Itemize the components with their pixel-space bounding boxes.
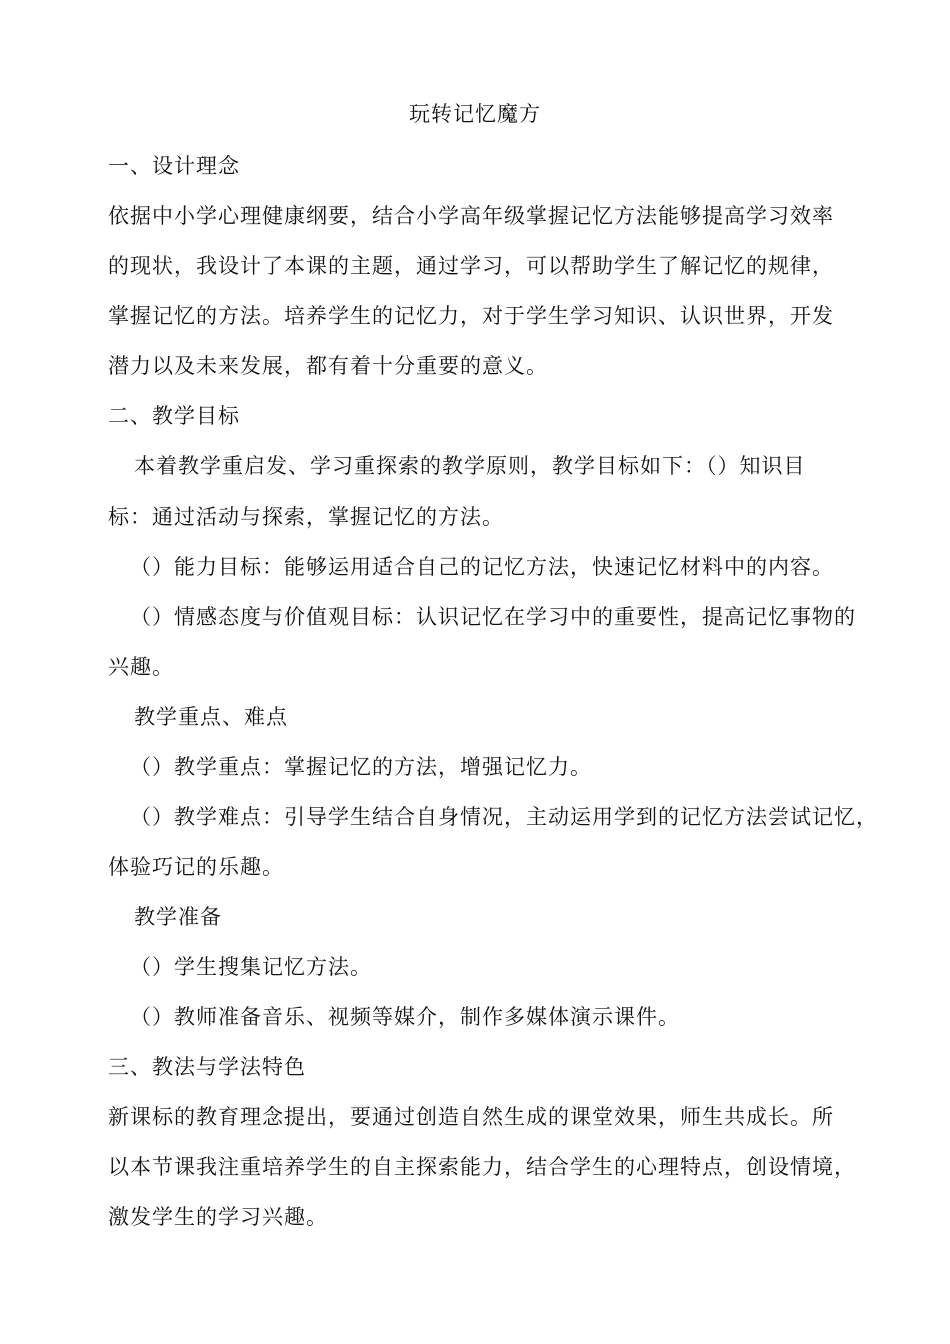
paragraph-line: 的现状，我设计了本课的主题，通过学习，可以帮助学生了解记忆的规律， [108, 254, 834, 278]
section-heading-methods: 三、教法与学法特色 [108, 1055, 306, 1079]
paragraph-line: 潜力以及未来发展，都有着十分重要的意义。 [108, 354, 548, 378]
paragraph-line: 兴趣。 [108, 655, 174, 679]
paragraph-line: 标：通过活动与探索，掌握记忆的方法。 [108, 505, 504, 529]
paragraph-line: 体验巧记的乐趣。 [108, 855, 284, 879]
paragraph-line: 本着教学重启发、学习重探索的教学原则，教学目标如下：（）知识目 [134, 454, 806, 478]
list-item: （）教学难点：引导学生结合自身情况，主动运用学到的记忆方法尝试记忆， [130, 805, 878, 829]
section-heading-design-concept: 一、设计理念 [108, 154, 240, 178]
document-title: 玩转记忆魔方 [409, 102, 541, 126]
section-heading-teaching-goals: 二、教学目标 [108, 404, 240, 428]
subheading-key-points: 教学重点、难点 [134, 705, 288, 729]
paragraph-line: 新课标的教育理念提出，要通过创造自然生成的课堂效果，师生共成长。所 [108, 1105, 834, 1129]
paragraph-line: 激发学生的学习兴趣。 [108, 1205, 328, 1229]
subheading-preparation: 教学准备 [134, 905, 222, 929]
list-item: （）教学重点：掌握记忆的方法，增强记忆力。 [130, 755, 592, 779]
list-item: （）学生搜集记忆方法。 [130, 955, 372, 979]
list-item: （）情感态度与价值观目标：认识记忆在学习中的重要性，提高记忆事物的 [130, 605, 856, 629]
paragraph-line: 掌握记忆的方法。培养学生的记忆力，对于学生学习知识、认识世界，开发 [108, 304, 834, 328]
paragraph-line: 以本节课我注重培养学生的自主探索能力，结合学生的心理特点，创设情境， [108, 1155, 856, 1179]
list-item: （）教师准备音乐、视频等媒介，制作多媒体演示课件。 [130, 1005, 680, 1029]
paragraph-line: 依据中小学心理健康纲要，结合小学高年级掌握记忆方法能够提高学习效率 [108, 204, 834, 228]
list-item: （）能力目标：能够运用适合自己的记忆方法，快速记忆材料中的内容。 [130, 555, 834, 579]
